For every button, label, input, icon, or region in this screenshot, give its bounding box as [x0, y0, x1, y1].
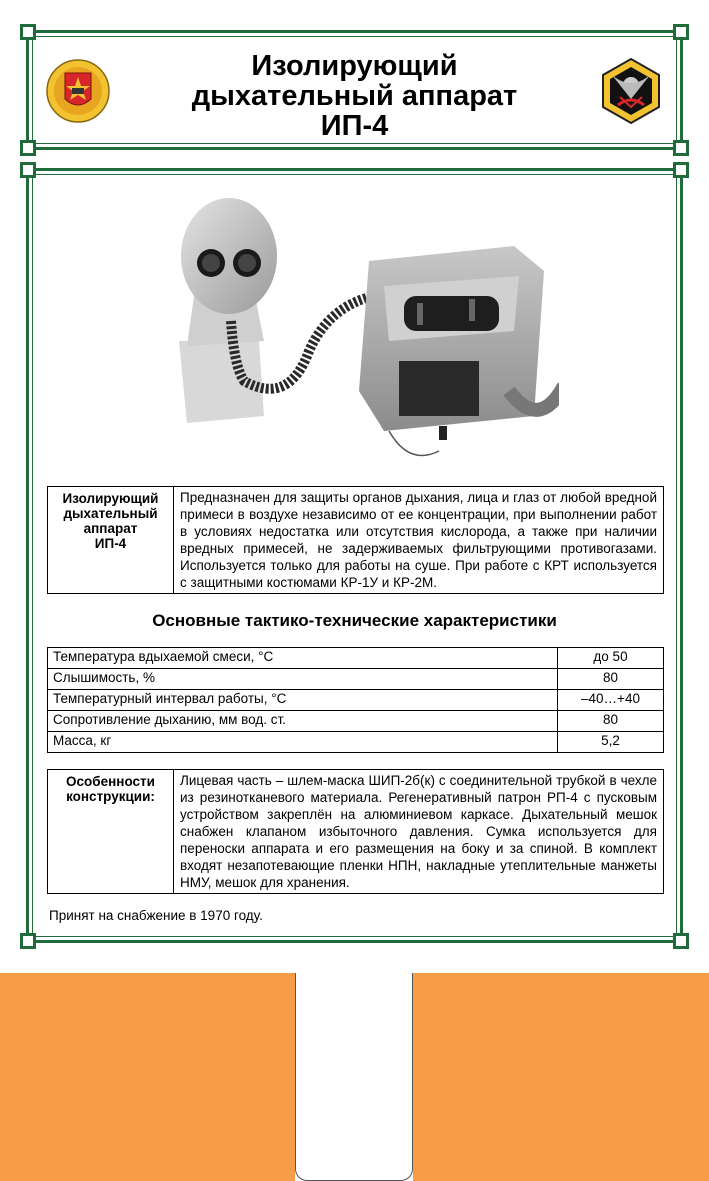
orange-panel-right: [413, 973, 709, 1181]
label-line: аппарат: [83, 521, 138, 536]
features-text: Лицевая часть – шлем-маска ШИП-2б(к) с соединительной трубкой в чехле из резинотканевого материала. Регенеративный патрон РП-4 с пусковым устройством закреплён на алюминиевом каркасе. Дыхательный мешок снабжен клапаном избыточного давления. Сумка используется для переноски аппарата и его размещения на боку и за спиной. В комплект входят незапотевающие пленки НПН, накладные утеплительные манжеты НМУ, мешок для хранения.: [174, 770, 664, 894]
features-label: [48, 770, 174, 894]
table-row: [48, 669, 664, 690]
spec-name: Слышимость, %: [48, 669, 558, 690]
orange-panel-left: [0, 973, 295, 1181]
table-row: [48, 711, 664, 732]
label-line: Особенности: [66, 774, 155, 789]
page-title: [149, 51, 560, 141]
table-row: [48, 690, 664, 711]
title-line: Изолирующий: [251, 50, 458, 82]
spec-name: Масса, кг: [48, 732, 558, 753]
spec-value: –40…+40: [558, 690, 664, 711]
features-table: [47, 769, 664, 894]
content-frame: [26, 168, 683, 943]
spec-value: 80: [558, 711, 664, 732]
label-line: ИП-4: [94, 536, 127, 551]
specs-table: [47, 647, 664, 753]
title-line: дыхательный аппарат: [191, 80, 518, 112]
table-row: [48, 732, 664, 753]
description-label: [48, 487, 174, 594]
frame-corner: [20, 162, 36, 178]
stand-tab: [295, 973, 413, 1181]
frame-corner: [20, 933, 36, 949]
adoption-note: Принят на снабжение в 1970 году.: [49, 908, 263, 923]
specs-heading: Основные тактико-технические характеристики: [152, 611, 557, 630]
spec-name: Температура вдыхаемой смеси, °С: [48, 648, 558, 669]
label-line: Изолирующий: [62, 491, 159, 506]
frame-corner: [673, 140, 689, 156]
chemical-troops-emblem-icon: [598, 55, 664, 127]
spec-value: 80: [558, 669, 664, 690]
frame-corner: [673, 933, 689, 949]
title-frame: [26, 30, 683, 150]
red-emblem-icon: [45, 55, 111, 127]
spec-name: Сопротивление дыханию, мм вод. ст.: [48, 711, 558, 732]
frame-corner: [20, 140, 36, 156]
description-text: Предназначен для защиты органов дыхания, лица и глаз от любой вредной примеси в воздухе независимо от ее концентрации, при выполнении работ в условиях недостатка или отсутствия кислорода, а также при наличии вредных примесей, не задерживаемых фильтрующими противогазами. Используется только для работы на суше. При работе с КРТ используется с защитными костюмами КР-1У и КР-2М.: [174, 487, 664, 594]
label-line: дыхательный: [63, 506, 158, 521]
frame-corner: [20, 24, 36, 40]
frame-corner: [673, 162, 689, 178]
spec-value: до 50: [558, 648, 664, 669]
spec-name: Температурный интервал работы, °С: [48, 690, 558, 711]
title-line: ИП-4: [320, 110, 389, 142]
breathing-apparatus-photo: [169, 191, 559, 461]
label-line: конструкции:: [66, 789, 155, 804]
table-row: [48, 648, 664, 669]
description-table: [47, 486, 664, 594]
frame-corner: [673, 24, 689, 40]
spec-value: 5,2: [558, 732, 664, 753]
